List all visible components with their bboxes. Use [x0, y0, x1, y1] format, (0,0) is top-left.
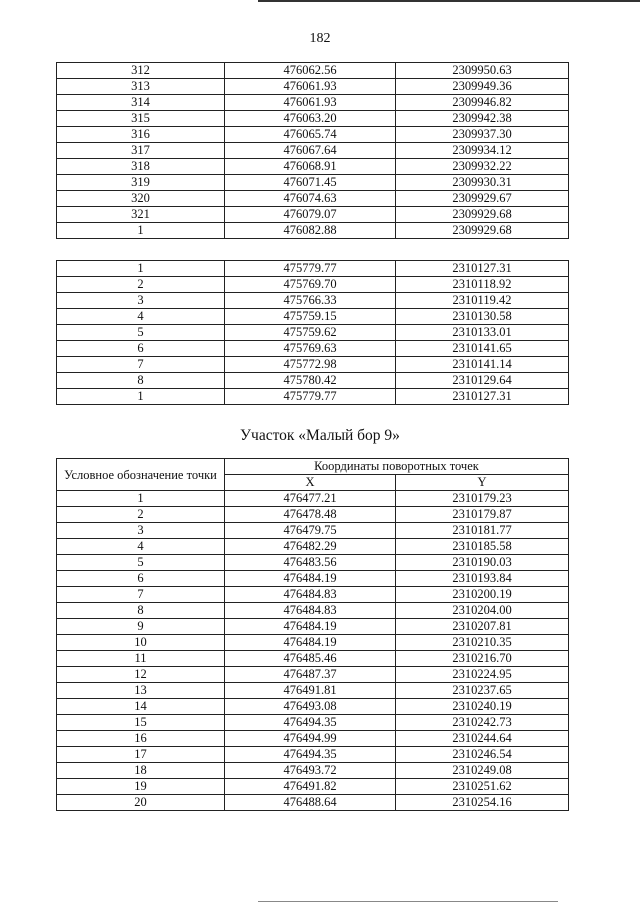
coord-y-cell: 2309929.67 [396, 191, 569, 207]
coord-x-cell: 476062.56 [225, 63, 396, 79]
coord-y-cell: 2309950.63 [396, 63, 569, 79]
coord-x-cell: 476074.63 [225, 191, 396, 207]
coord-x-cell: 476494.35 [225, 715, 396, 731]
coord-y-cell: 2310237.65 [396, 683, 569, 699]
table-row [57, 389, 569, 405]
table-row [57, 715, 569, 731]
table-row [57, 341, 569, 357]
table-row [57, 277, 569, 293]
coord-y-cell: 2309929.68 [396, 223, 569, 239]
coord-y-cell: 2310118.92 [396, 277, 569, 293]
coord-y-cell: 2309934.12 [396, 143, 569, 159]
coord-x-cell: 476067.64 [225, 143, 396, 159]
point-number-cell: 14 [57, 699, 225, 715]
coord-y-cell: 2310141.65 [396, 341, 569, 357]
coord-x-cell: 476484.19 [225, 619, 396, 635]
point-number-cell: 313 [57, 79, 225, 95]
coord-y-cell: 2310210.35 [396, 635, 569, 651]
coordinates-table-contour-2 [56, 260, 569, 405]
point-number-cell: 1 [57, 389, 225, 405]
point-number-cell: 9 [57, 619, 225, 635]
table-row [57, 747, 569, 763]
table-row [57, 587, 569, 603]
coord-x-cell: 476068.91 [225, 159, 396, 175]
point-number-cell: 2 [57, 277, 225, 293]
point-number-cell: 4 [57, 309, 225, 325]
coord-x-cell: 476479.75 [225, 523, 396, 539]
point-number-cell: 2 [57, 507, 225, 523]
point-number-cell: 15 [57, 715, 225, 731]
point-number-cell: 7 [57, 357, 225, 373]
coord-y-cell: 2310127.31 [396, 389, 569, 405]
coord-x-cell: 475769.63 [225, 341, 396, 357]
coord-x-cell: 475779.77 [225, 389, 396, 405]
coord-x-cell: 476478.48 [225, 507, 396, 523]
point-number-cell: 312 [57, 63, 225, 79]
table-row [57, 293, 569, 309]
table-row [57, 95, 569, 111]
table-row [57, 571, 569, 587]
bottom-rule [258, 901, 558, 902]
coord-x-cell: 476079.07 [225, 207, 396, 223]
point-number-cell: 8 [57, 603, 225, 619]
coord-x-cell: 476491.81 [225, 683, 396, 699]
table-row [57, 779, 569, 795]
point-number-cell: 20 [57, 795, 225, 811]
coord-x-cell: 476484.19 [225, 571, 396, 587]
point-number-cell: 7 [57, 587, 225, 603]
point-number-cell: 5 [57, 325, 225, 341]
table-row [57, 325, 569, 341]
coord-y-cell: 2309932.22 [396, 159, 569, 175]
coordinates-table-continued [56, 62, 569, 239]
coord-x-cell: 476485.46 [225, 651, 396, 667]
coord-x-cell: 475769.70 [225, 277, 396, 293]
table-row [57, 667, 569, 683]
point-number-cell: 315 [57, 111, 225, 127]
point-number-cell: 8 [57, 373, 225, 389]
coord-y-cell: 2310190.03 [396, 555, 569, 571]
coord-x-cell: 476484.83 [225, 603, 396, 619]
page-number: 182 [309, 31, 331, 46]
table-row [57, 111, 569, 127]
coord-y-cell: 2310249.08 [396, 763, 569, 779]
coord-y-cell: 2309942.38 [396, 111, 569, 127]
coord-x-cell: 476063.20 [225, 111, 396, 127]
coord-x-cell: 476071.45 [225, 175, 396, 191]
table-row [57, 683, 569, 699]
coord-x-cell: 476477.21 [225, 491, 396, 507]
table-body [57, 491, 569, 811]
table-row [57, 357, 569, 373]
table-header [57, 459, 569, 491]
table-row [57, 731, 569, 747]
table-row [57, 763, 569, 779]
table-row [57, 223, 569, 239]
table-body [57, 63, 569, 239]
coord-x-cell: 475759.15 [225, 309, 396, 325]
coord-x-cell: 475772.98 [225, 357, 396, 373]
table-row [57, 795, 569, 811]
coord-y-cell: 2310130.58 [396, 309, 569, 325]
coord-x-cell: 476488.64 [225, 795, 396, 811]
table-row [57, 207, 569, 223]
header-x-label: X [225, 475, 396, 491]
table-row [57, 491, 569, 507]
table-row [57, 651, 569, 667]
table-row [57, 191, 569, 207]
table-row [57, 555, 569, 571]
header-y-label: Y [396, 475, 569, 491]
point-number-cell: 1 [57, 261, 225, 277]
point-number-cell: 6 [57, 341, 225, 357]
coord-x-cell: 475759.62 [225, 325, 396, 341]
point-number-cell: 18 [57, 763, 225, 779]
table-row [57, 619, 569, 635]
coord-y-cell: 2310127.31 [396, 261, 569, 277]
header-point-label: Условное обозначение точки [57, 459, 225, 491]
coord-x-cell: 475779.77 [225, 261, 396, 277]
coord-y-cell: 2310254.16 [396, 795, 569, 811]
point-number-cell: 16 [57, 731, 225, 747]
section-title: Участок «Малый бор 9» [240, 427, 400, 444]
table-body [57, 261, 569, 405]
point-number-cell: 17 [57, 747, 225, 763]
point-number-cell: 19 [57, 779, 225, 795]
coord-y-cell: 2310129.64 [396, 373, 569, 389]
coord-y-cell: 2309929.68 [396, 207, 569, 223]
point-number-cell: 320 [57, 191, 225, 207]
coord-y-cell: 2309949.36 [396, 79, 569, 95]
table-row [57, 507, 569, 523]
table-row [57, 63, 569, 79]
point-number-cell: 3 [57, 293, 225, 309]
table-row [57, 261, 569, 277]
coord-x-cell: 476065.74 [225, 127, 396, 143]
coord-y-cell: 2310244.64 [396, 731, 569, 747]
coord-y-cell: 2310240.19 [396, 699, 569, 715]
coord-y-cell: 2310179.87 [396, 507, 569, 523]
point-number-cell: 317 [57, 143, 225, 159]
coord-y-cell: 2309937.30 [396, 127, 569, 143]
coord-x-cell: 476484.19 [225, 635, 396, 651]
point-number-cell: 316 [57, 127, 225, 143]
coord-y-cell: 2310207.81 [396, 619, 569, 635]
table-row [57, 603, 569, 619]
coord-x-cell: 476494.99 [225, 731, 396, 747]
coord-x-cell: 476061.93 [225, 79, 396, 95]
point-number-cell: 10 [57, 635, 225, 651]
point-number-cell: 5 [57, 555, 225, 571]
point-number-cell: 1 [57, 491, 225, 507]
table-row [57, 539, 569, 555]
coord-y-cell: 2310133.01 [396, 325, 569, 341]
point-number-cell: 1 [57, 223, 225, 239]
coord-y-cell: 2310251.62 [396, 779, 569, 795]
table-row [57, 373, 569, 389]
point-number-cell: 319 [57, 175, 225, 191]
table-row [57, 309, 569, 325]
coord-x-cell: 476484.83 [225, 587, 396, 603]
coord-y-cell: 2310224.95 [396, 667, 569, 683]
coordinates-table-maly-bor-9 [56, 458, 569, 811]
coord-x-cell: 476494.35 [225, 747, 396, 763]
table-row [57, 159, 569, 175]
coord-y-cell: 2310181.77 [396, 523, 569, 539]
coord-y-cell: 2309946.82 [396, 95, 569, 111]
point-number-cell: 3 [57, 523, 225, 539]
point-number-cell: 321 [57, 207, 225, 223]
table-row [57, 699, 569, 715]
coord-x-cell: 475780.42 [225, 373, 396, 389]
top-rule [258, 0, 640, 2]
point-number-cell: 11 [57, 651, 225, 667]
point-number-cell: 314 [57, 95, 225, 111]
coord-x-cell: 476483.56 [225, 555, 396, 571]
point-number-cell: 318 [57, 159, 225, 175]
point-number-cell: 13 [57, 683, 225, 699]
coord-y-cell: 2310204.00 [396, 603, 569, 619]
coord-y-cell: 2310246.54 [396, 747, 569, 763]
table-row [57, 143, 569, 159]
coord-y-cell: 2310200.19 [396, 587, 569, 603]
coord-y-cell: 2310242.73 [396, 715, 569, 731]
coord-y-cell: 2310216.70 [396, 651, 569, 667]
table-row [57, 175, 569, 191]
coord-x-cell: 476482.29 [225, 539, 396, 555]
coord-x-cell: 475766.33 [225, 293, 396, 309]
point-number-cell: 6 [57, 571, 225, 587]
table-row [57, 523, 569, 539]
coord-x-cell: 476061.93 [225, 95, 396, 111]
table-row [57, 127, 569, 143]
header-row [57, 459, 569, 475]
coord-x-cell: 476493.08 [225, 699, 396, 715]
table-row [57, 79, 569, 95]
coord-x-cell: 476491.82 [225, 779, 396, 795]
coord-y-cell: 2310193.84 [396, 571, 569, 587]
header-coordinates-label: Координаты поворотных точек [225, 459, 569, 475]
table-row [57, 635, 569, 651]
point-number-cell: 4 [57, 539, 225, 555]
coord-x-cell: 476082.88 [225, 223, 396, 239]
coord-x-cell: 476493.72 [225, 763, 396, 779]
coord-y-cell: 2310179.23 [396, 491, 569, 507]
coord-y-cell: 2310141.14 [396, 357, 569, 373]
coord-x-cell: 476487.37 [225, 667, 396, 683]
coord-y-cell: 2309930.31 [396, 175, 569, 191]
coord-y-cell: 2310119.42 [396, 293, 569, 309]
point-number-cell: 12 [57, 667, 225, 683]
coord-y-cell: 2310185.58 [396, 539, 569, 555]
